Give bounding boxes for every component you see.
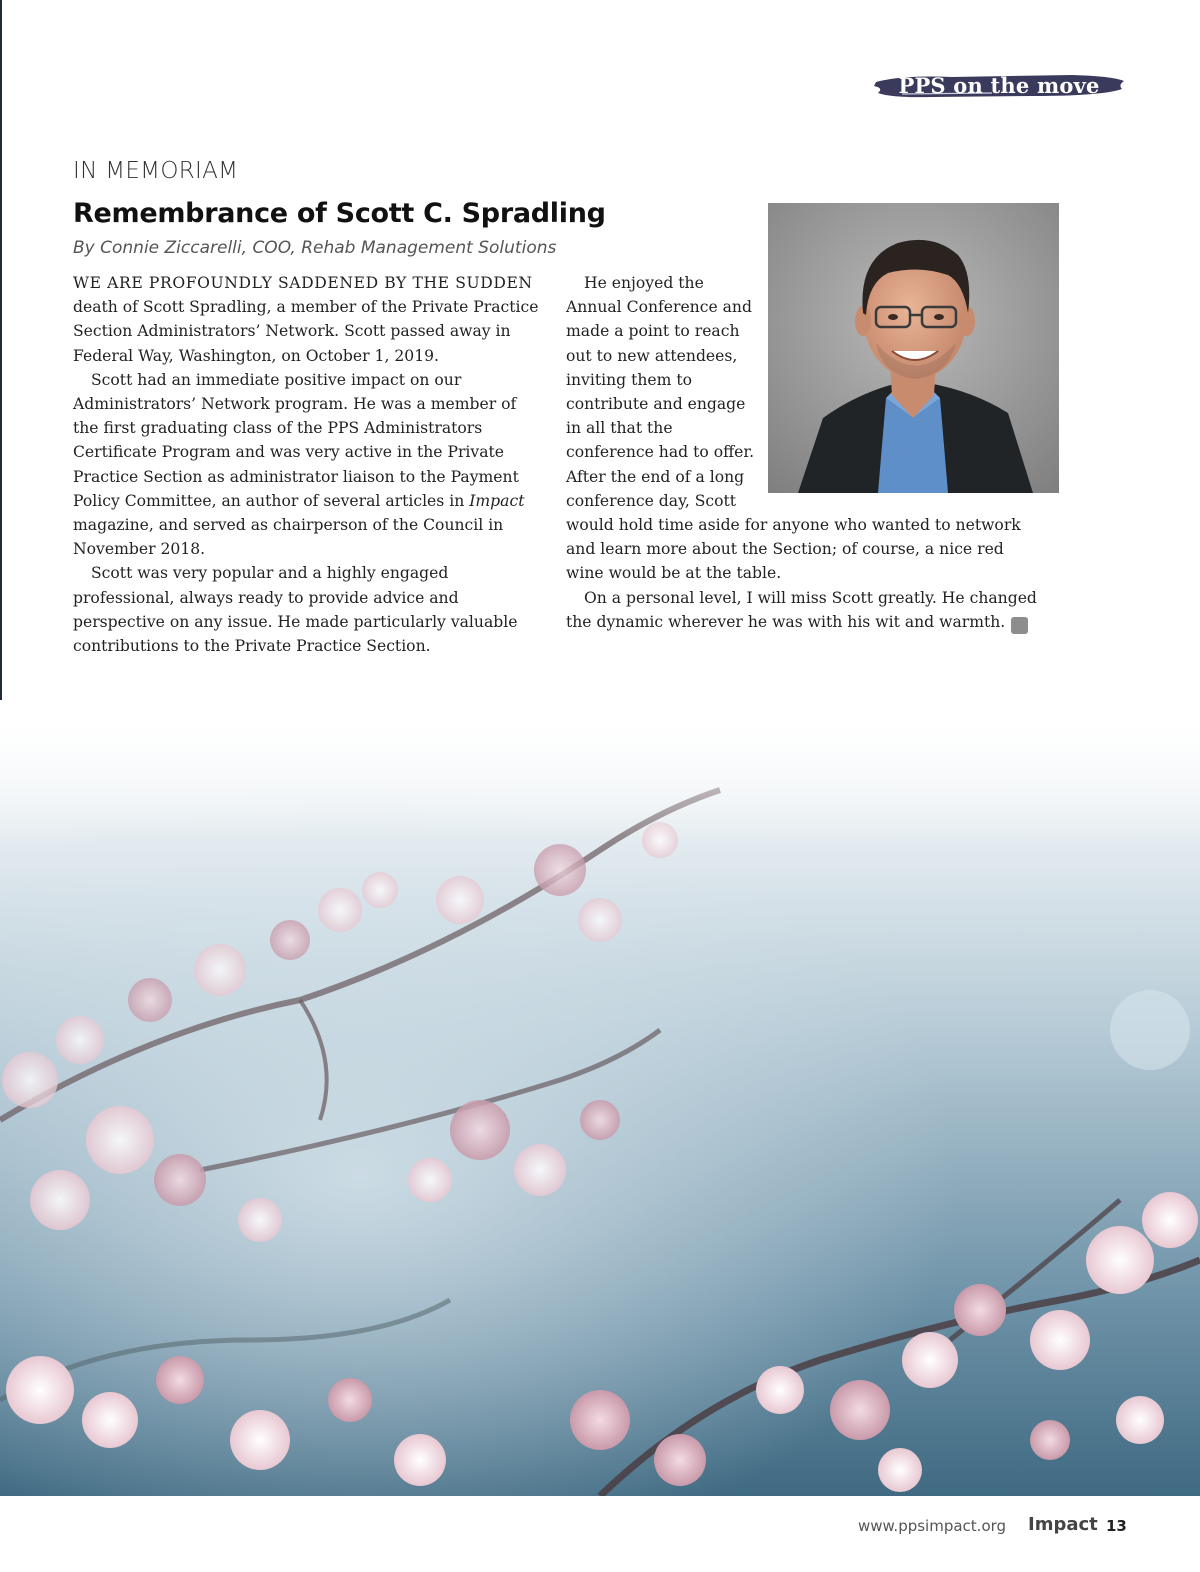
footer-magazine-name: Impact xyxy=(1028,1514,1098,1535)
end-mark-icon: I xyxy=(1011,617,1028,634)
footer-website: www.ppsimpact.org xyxy=(858,1517,1007,1535)
paragraph-2-text-b: magazine, and served as chairperson of the Council in November 2018. xyxy=(73,516,504,559)
banner-label: PPS on the move xyxy=(898,73,1100,98)
section-banner xyxy=(872,72,1126,100)
paragraph-2 xyxy=(73,368,545,562)
left-text-column xyxy=(73,271,545,658)
page-number: 13 xyxy=(1106,1517,1127,1535)
paragraph-5-text: On a personal level, I will miss Scott greatly. He changed the dynamic wherever he was with his wit and warmth. xyxy=(566,588,1037,631)
paragraph-4-narrow: He enjoyed the Annual Conference and made a point to reach out to new attendees, inviting them to contribute and engage in all that the conference had to offer. After the end of a long conference day, Scott xyxy=(566,274,755,510)
paragraph-1 xyxy=(73,271,545,368)
cherry-blossom-background xyxy=(0,700,1200,1496)
paragraph-4-wide: would hold time aside for anyone who wanted to network and learn more about the Section; of course, a nice red wine would be at the table. xyxy=(566,516,1021,583)
magazine-name: Impact xyxy=(469,491,525,510)
lead-in-caps: WE ARE PROFOUNDLY SADDENED BY THE SUDDEN xyxy=(73,274,533,292)
paragraph-1-text: death of Scott Spradling, a member of the Private Practice Section Administrators’ Network. Scott passed away in Federal Way, Washington, on October 1, 2019. xyxy=(73,298,539,365)
portrait-photo xyxy=(768,203,1059,493)
section-kicker: IN MEMORIAM xyxy=(73,158,239,184)
paragraph-5 xyxy=(566,586,1046,634)
article-title: Remembrance of Scott C. Spradling xyxy=(73,198,606,229)
article-byline: By Connie Ziccarelli, COO, Rehab Management Solutions xyxy=(73,238,557,258)
paragraph-3: Scott was very popular and a highly engaged professional, always ready to provide advice and perspective on any issue. He made particularly valuable contributions to the Private Practice Section. xyxy=(73,564,518,656)
paragraph-2-text-a: Scott had an immediate positive impact on our Administrators’ Network program. He was a member of the first graduating class of the PPS Administrators Certificate Program and was very active in the Private Practice Section as administrator liaison to the Payment Policy Committee, an author of several articles in xyxy=(73,370,519,510)
